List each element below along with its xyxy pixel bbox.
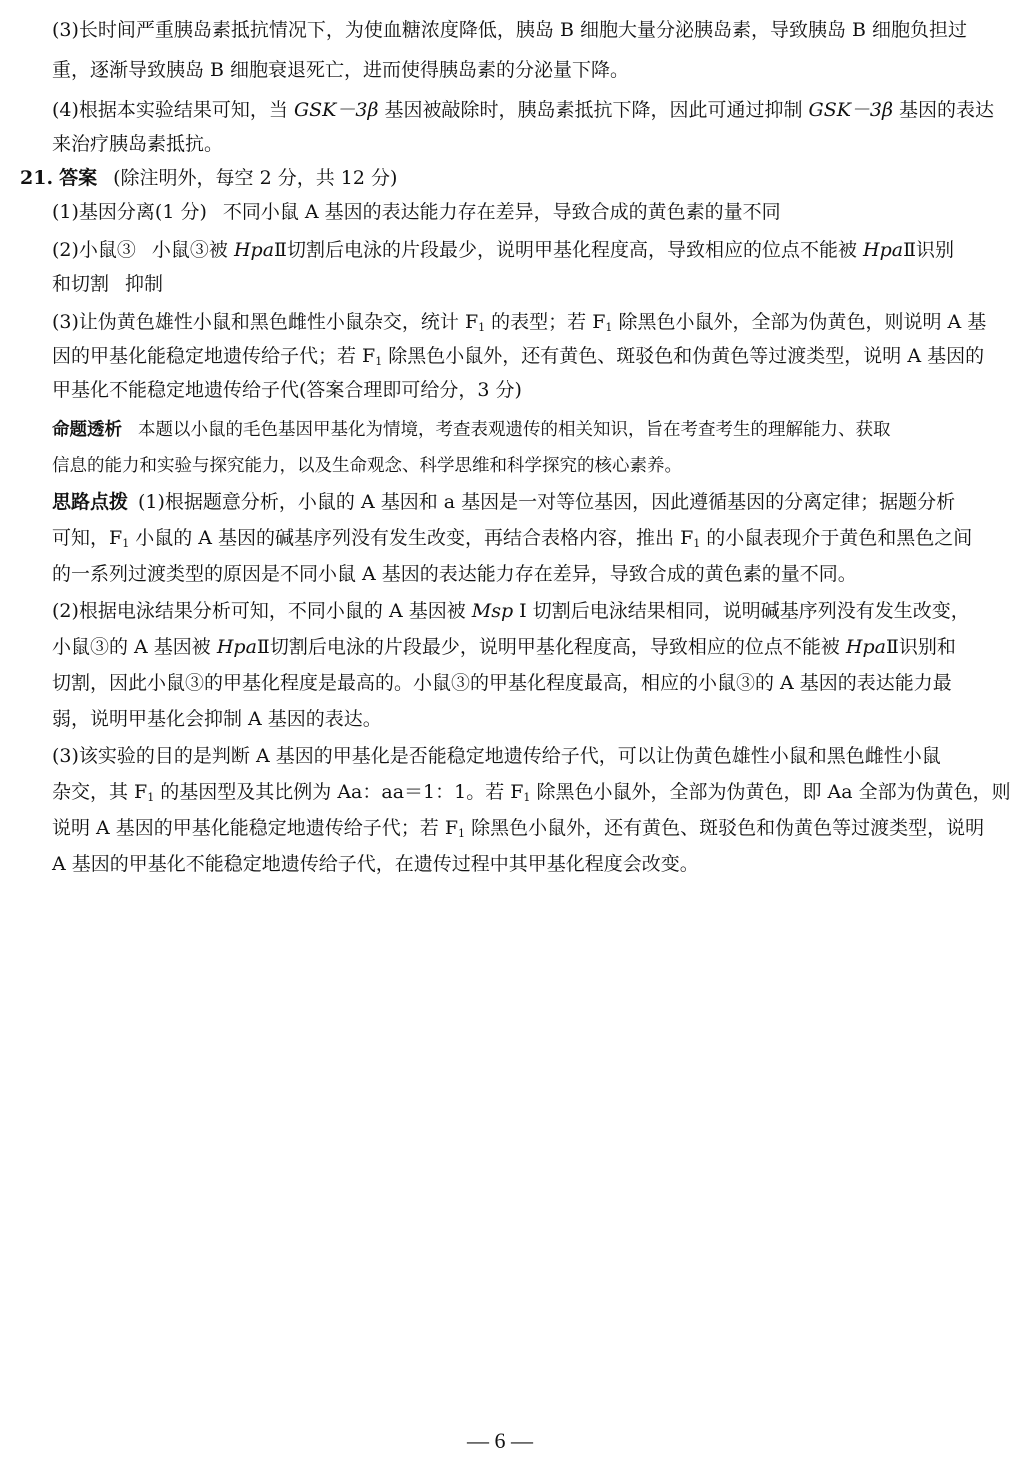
enzyme-name: Hpa xyxy=(216,636,257,658)
analysis-text: 本题以小鼠的毛色基因甲基化为情境，考查表观遗传的相关知识，旨在考查考生的理解能力、获取 xyxy=(138,420,891,440)
q21-header xyxy=(20,165,978,191)
hints-text: (1)根据题意分析，小鼠的 A 基因和 a 基因是一对等位基因，因此遵循基因的分离定律；据题分析 xyxy=(138,491,956,513)
hints-text: 除黑色小鼠外，还有黄色、斑驳色和伪黄色等过渡类型，说明 xyxy=(465,817,985,839)
hints-text: 的基因型及其比例为 Aa：aa＝1：1。若 F xyxy=(154,781,524,803)
analysis-line2: 信息的能力和实验与探究能力，以及生命观念、科学思维和科学探究的核心素养。 xyxy=(52,456,682,476)
gene-name: GSK－3β xyxy=(808,99,893,121)
q20-p4-text-c: 基因的表达 xyxy=(893,99,995,121)
q21-answer-2-line1 xyxy=(52,237,978,263)
hints-text: Ⅱ切割后电泳的片段最少，说明甲基化程度高，导致相应的位点不能被 xyxy=(256,636,846,658)
answer-2-text: Ⅱ切割后电泳的片段最少，说明甲基化程度高，导致相应的位点不能被 xyxy=(274,239,863,261)
q20-p4-line2: 来治疗胰岛素抵抗。 xyxy=(52,133,224,155)
enzyme-name: Hpa xyxy=(233,239,275,261)
hints-p1-line2 xyxy=(52,525,978,557)
hints-text: Ⅰ 切割后电泳结果相同，说明碱基序列没有发生改变， xyxy=(513,600,970,622)
q20-p4-text-a: (4)根据本实验结果可知，当 xyxy=(52,99,294,121)
enzyme-name: Hpa xyxy=(845,636,886,658)
hints-text: 小鼠③的 A 基因被 xyxy=(52,636,217,658)
hints-text: 说明 A 基因的甲基化能稳定地遗传给子代；若 F xyxy=(52,817,459,839)
q21-answer-3-line2 xyxy=(52,343,985,375)
hints-p1-line3: 的一系列过渡类型的原因是不同小鼠 A 基因的表达能力存在差异，导致合成的黄色素的量不同。 xyxy=(52,563,857,585)
hints-p1-line1 xyxy=(52,489,978,515)
hints-text: Ⅱ识别和 xyxy=(885,636,956,658)
hints-p3-line3 xyxy=(52,815,985,847)
answer-3-text: 除黑色小鼠外，还有黄色、斑驳色和伪黄色等过渡类型，说明 A 基因的 xyxy=(382,345,985,367)
answer-3-text: 的表型；若 F xyxy=(485,311,606,333)
answer-2-cut: 和切割 xyxy=(52,273,110,295)
answer-1-part1: (1)基因分离(1 分) xyxy=(52,201,207,223)
q21-answer-2-line2 xyxy=(52,271,978,297)
hints-p3-line2 xyxy=(52,779,1011,811)
subscript: 1 xyxy=(478,321,486,334)
hints-p2-line1 xyxy=(52,598,978,624)
gene-name: GSK－3β xyxy=(293,99,379,121)
hints-p3-line1: (3)该实验的目的是判断 A 基因的甲基化是否能稳定地遗传给子代，可以让伪黄色雄性小鼠和黑色雌性小鼠 xyxy=(52,745,941,767)
answer-1-part2: 不同小鼠 A 基因的表达能力存在差异，导致合成的黄色素的量不同 xyxy=(222,201,781,223)
subscript: 1 xyxy=(523,791,531,804)
question-number: 21. xyxy=(20,167,54,189)
answer-2-inhibit: 抑制 xyxy=(125,273,164,295)
hints-text: (2)根据电泳结果分析可知，不同小鼠的 A 基因被 xyxy=(52,600,472,622)
hints-p2-line3: 切割，因此小鼠③的甲基化程度是最高的。小鼠③的甲基化程度最高，相应的小鼠③的 A 基因的表达能力最 xyxy=(52,672,952,694)
answer-3-text: (3)让伪黄色雄性小鼠和黑色雌性小鼠杂交，统计 F xyxy=(52,311,479,333)
scoring-note: (除注明外，每空 2 分，共 12 分) xyxy=(113,167,398,189)
hints-text: 的小鼠表现介于黄色和黑色之间 xyxy=(700,527,973,549)
answer-2-text: Ⅱ识别 xyxy=(903,239,954,261)
q20-p4-line1 xyxy=(52,97,995,123)
analysis-label: 命题透析 xyxy=(52,420,122,440)
enzyme-name: Msp xyxy=(471,600,514,622)
hints-text: 小鼠的 A 基因的碱基序列没有发生改变，再结合表格内容，推出 F xyxy=(129,527,694,549)
enzyme-name: Hpa xyxy=(863,239,904,261)
q21-answer-1 xyxy=(52,199,978,225)
hints-p2-line2 xyxy=(52,634,978,660)
subscript: 1 xyxy=(693,537,701,550)
hints-text: 可知，F xyxy=(52,527,123,549)
answer-2-mouse: (2)小鼠③ xyxy=(52,239,136,261)
answer-label: 答案 xyxy=(59,167,98,189)
hints-p2-line4: 弱，说明甲基化会抑制 A 基因的表达。 xyxy=(52,708,382,730)
page-number: — 6 — xyxy=(467,1428,533,1453)
hints-text: 杂交，其 F xyxy=(52,781,148,803)
answer-2-text: 小鼠③被 xyxy=(151,239,234,261)
subscript: 1 xyxy=(375,355,383,368)
subscript: 1 xyxy=(458,827,466,840)
hints-text: 除黑色小鼠外，全部为伪黄色，即 Aa 全部为伪黄色，则 xyxy=(530,781,1011,803)
hints-p3-line4: A 基因的甲基化不能稳定地遗传给子代，在遗传过程中其甲基化程度会改变。 xyxy=(52,853,699,875)
q20-p3-line1: (3)长时间严重胰岛素抵抗情况下，为使血糖浓度降低，胰岛 B 细胞大量分泌胰岛素，导致胰岛 B 细胞负担过 xyxy=(52,19,967,41)
answer-3-text: 因的甲基化能稳定地遗传给子代；若 F xyxy=(52,345,376,367)
q21-answer-3-line3: 甲基化不能稳定地遗传给子代(答案合理即可给分，3 分) xyxy=(52,379,522,401)
answer-3-text: 除黑色小鼠外，全部为伪黄色，则说明 A 基 xyxy=(612,311,987,333)
subscript: 1 xyxy=(147,791,155,804)
subscript: 1 xyxy=(122,537,130,550)
subscript: 1 xyxy=(605,321,613,334)
q21-answer-3-line1 xyxy=(52,309,987,341)
analysis-line1 xyxy=(52,417,978,443)
q20-p3-line2: 重，逐渐导致胰岛 B 细胞衰退死亡，进而使得胰岛素的分泌量下降。 xyxy=(52,59,630,81)
q20-p4-text-b: 基因被敲除时，胰岛素抵抗下降，因此可通过抑制 xyxy=(378,99,809,121)
hints-label: 思路点拨 xyxy=(52,491,129,513)
